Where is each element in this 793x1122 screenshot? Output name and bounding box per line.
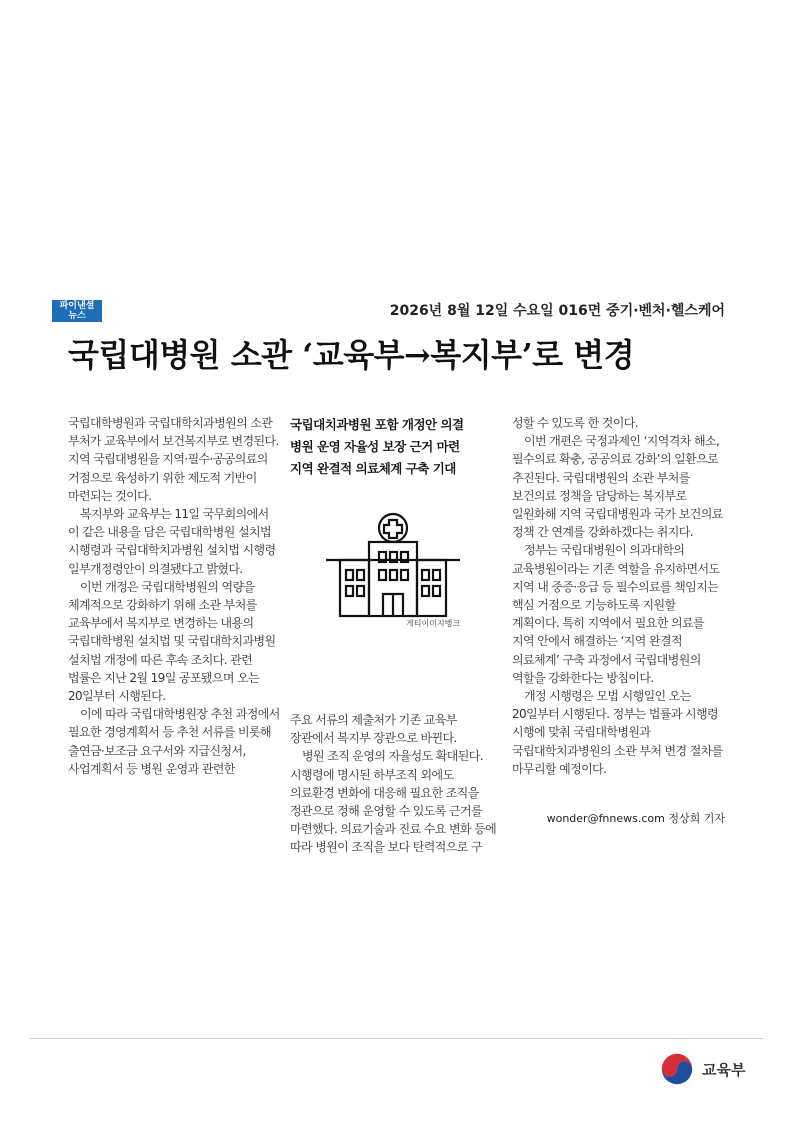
article-column-3 [512, 414, 724, 778]
subheadline [290, 414, 500, 480]
paragraph: 개정 시행령은 모법 시행일인 오는 20일부터 시행된다. 정부는 법률과 시행령 시행에 맞춰 국립대학병원과 국립대학치과병원의 소관 부처 변경 절차를 마무리할 예정이다. [512, 689, 723, 776]
paragraph: 이번 개편은 국정과제인 ‘지역격차 해소, 필수의료 확충, 공공의료 강화’의 일환으로 추진된다. 국립대병원의 소관 부처를 보건의료 정책을 담당하는 복지부로 일원화해 지역 국립대병원과 국가 보건의료 정책 간 연계를 강화하겠다는 취지다. [512, 434, 723, 540]
article-column-2 [290, 711, 498, 857]
article-column-1 [68, 414, 280, 778]
subheadline-line: 병원 운영 자율성 보장 근거 마련 [290, 439, 460, 454]
logo-line-2: 뉴스 [68, 311, 86, 321]
ministry-logo [658, 1050, 745, 1088]
logo-line-1: 파이낸셜 [59, 301, 95, 311]
hospital-building-illustration [322, 510, 464, 618]
paragraph: 정부는 국립대병원이 의과대학의 교육병원이라는 기존 역할을 유지하면서도 지역 내 중증·응급 등 필수의료를 책임지는 핵심 거점으로 기능하도록 지원할 계획이다. 특히 지역에서 필요한 의료를 지역 안에서 해결하는 ‘지역 완결적 의료체계’ 구축 과정에서 국립대병원의 역할을 강화한다는 방침이다. [512, 543, 720, 685]
subheadline-line: 지역 완결적 의료체계 구축 기대 [290, 461, 456, 476]
paragraph: 성할 수 있도록 한 것이다. [512, 416, 638, 430]
paragraph: 주요 서류의 제출처가 기존 교육부 장관에서 복지부 장관으로 바뀐다. [290, 713, 457, 746]
paragraph: 이번 개정은 국립대학병원의 역량을 체계적으로 강화하기 위해 소관 부처를 교육부에서 복지부로 변경하는 내용의 국립대학병원 설치법 및 국립대학치과병원 설치법 개정에 따른 후속 조치다. 관련 법률은 지난 2월 19일 공포됐으며 오는 20일부터 시행된다. [68, 579, 276, 704]
dateline: 2026년 8월 12일 수요일 016면 중기·벤처·헬스케어 [389, 303, 725, 319]
paragraph: 복지부와 교육부는 11일 국무회의에서 이 같은 내용을 담은 국립대학병원 설치법 시행령과 국립대학치과병원 설치법 시행령 일부개정령안이 의결됐다고 밝혔다. [68, 507, 276, 576]
taegeuk-emblem-icon [658, 1050, 696, 1088]
byline: wonder@fnnews.com 정상희 기자 [546, 812, 725, 825]
subheadline-line: 국립대치과병원 포함 개정안 의결 [290, 417, 464, 432]
ministry-name: 교육부 [702, 1060, 746, 1079]
image-credit: 게티이미지뱅크 [406, 619, 461, 628]
newspaper-logo [52, 300, 102, 322]
paragraph: 국립대학병원과 국립대학치과병원의 소관 부처가 교육부에서 보건복지부로 변경된다. 지역 국립대병원을 지역·필수·공공의료의 거점으로 육성하기 위한 제도적 기반이 마련되는 것이다. [68, 416, 279, 503]
paragraph: 이에 따라 국립대학병원장 추천 과정에서 필요한 경영계획서 등 추천 서류를 비롯해 출연금·보조금 요구서와 지급신청서, 사업계획서 등 병원 운영과 관련한 [68, 707, 280, 776]
footer-divider [30, 1038, 763, 1039]
headline: 국립대병원 소관 ‘교육부→복지부’로 변경 [68, 336, 635, 374]
paragraph: 병원 조직 운영의 자율성도 확대된다. 시행령에 명시된 하부조직 외에도 의료환경 변화에 대응해 필요한 조직을 정관으로 정해 운영할 수 있도록 근거를 마련했다. 의료기술과 진료 수요 변화 등에 따라 병원이 조직을 보다 탄력적으로 구 [290, 749, 497, 855]
